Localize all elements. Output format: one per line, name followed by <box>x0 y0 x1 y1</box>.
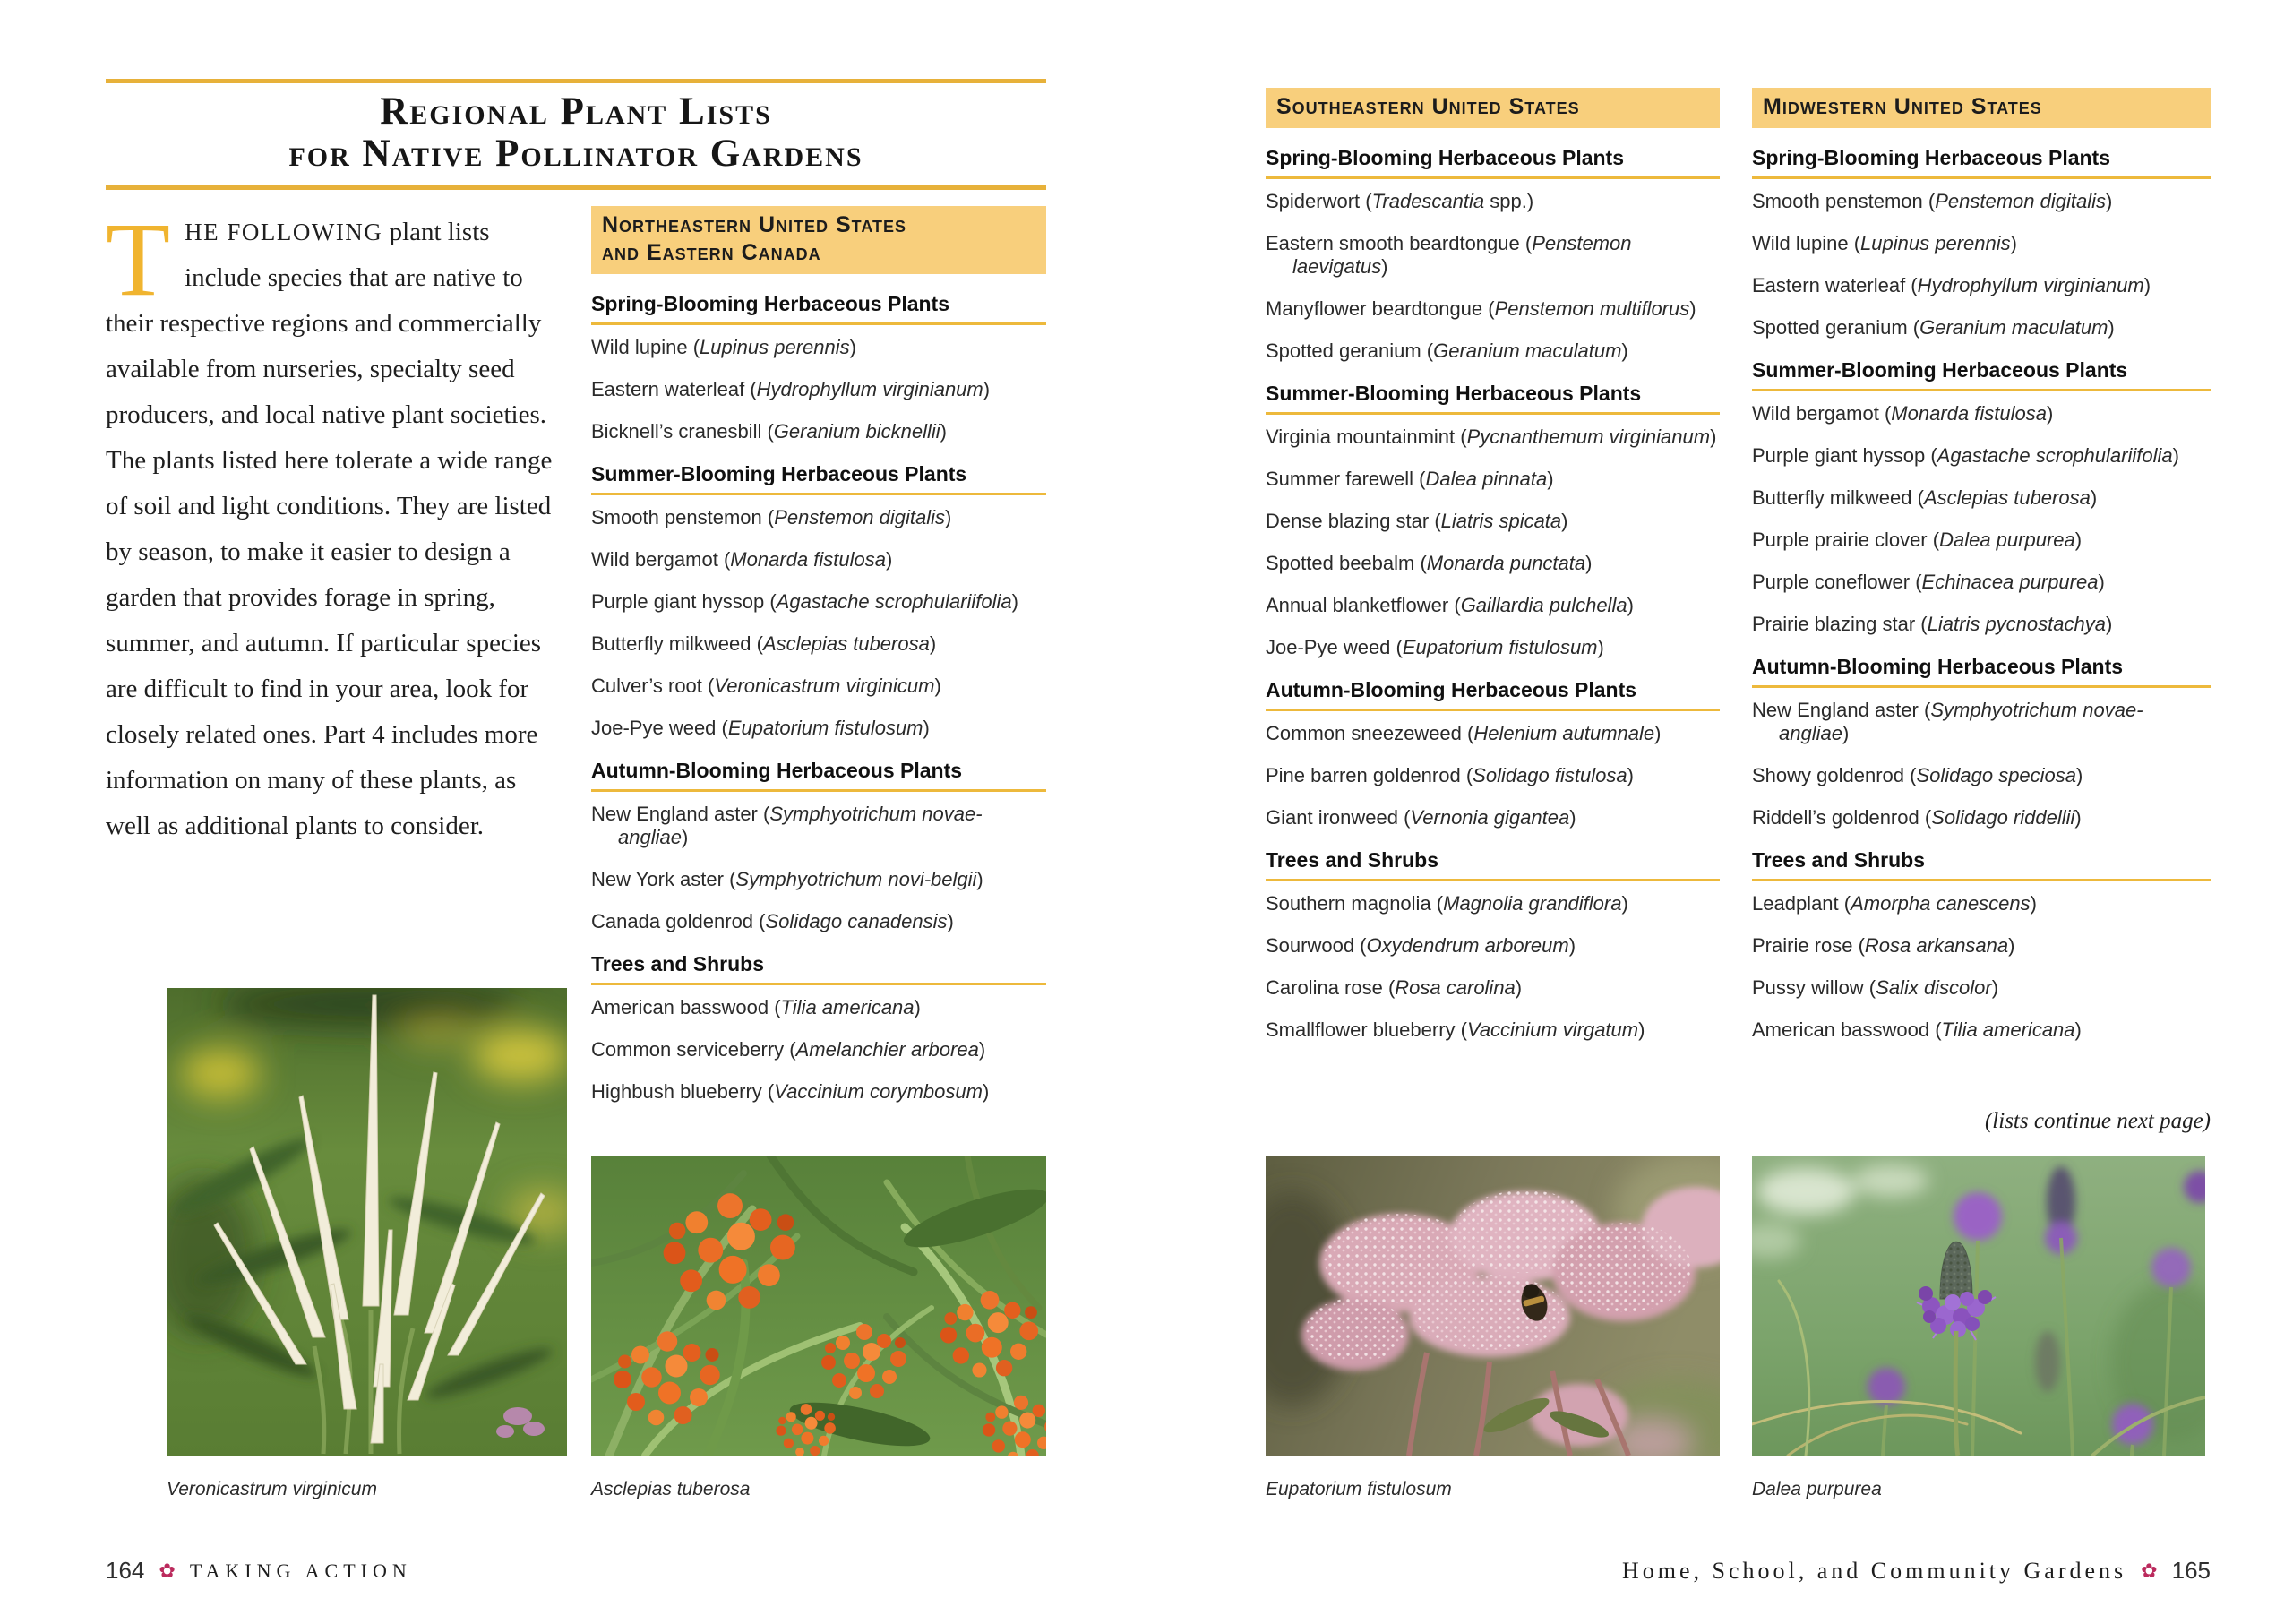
asclepias-photo-art <box>591 1156 1046 1456</box>
dropcap-letter: T <box>106 201 171 318</box>
plant-item: Butterfly milkweed (Asclepias tuberosa) <box>1752 486 2098 509</box>
plant-item: Purple prairie clover (Dalea purpurea) <box>1752 528 2083 551</box>
plant-item: Prairie rose (Rosa arkansana) <box>1752 934 2015 957</box>
plant-item: Dense blazing star (Liatris spicata) <box>1266 510 1568 532</box>
photo-eupatorium <box>1266 1156 1720 1500</box>
region-header: Midwestern United States <box>1752 88 2211 128</box>
plant-item: Common serviceberry (Amelanchier arborea) <box>591 1038 986 1061</box>
region-header: Northeastern United States and Eastern Canada <box>591 206 1046 274</box>
photo-asclepias <box>591 1156 1046 1500</box>
plant-item: Spotted geranium (Geranium maculatum) <box>1266 339 1628 362</box>
section-heading: Autumn-Blooming Herbaceous Plants <box>1752 655 2211 688</box>
plant-item: Smallflower blueberry (Vaccinium virgatum) <box>1266 1018 1645 1041</box>
section-heading: Spring-Blooming Herbaceous Plants <box>1266 146 1720 179</box>
plant-item: American basswood (Tilia americana) <box>1752 1018 2082 1041</box>
section-heading: Autumn-Blooming Herbaceous Plants <box>1266 678 1720 711</box>
region-column-midwestern <box>1752 88 2211 1061</box>
plant-item: Purple giant hyssop (Agastache scrophulariifolia) <box>1752 444 2179 467</box>
plant-item: Wild lupine (Lupinus perennis) <box>591 336 856 358</box>
section-heading: Autumn-Blooming Herbaceous Plants <box>591 759 1046 792</box>
photo-caption: Veronicastrum virginicum <box>167 1479 377 1499</box>
chapter-title <box>106 83 1046 185</box>
title-line-1: Regional Plant Lists <box>380 90 772 133</box>
plant-item: Wild bergamot (Monarda fistulosa) <box>591 548 893 571</box>
plant-item: Purple coneflower (Echinacea purpurea) <box>1752 571 2105 593</box>
plant-item: Annual blanketflower (Gaillardia pulchella) <box>1266 594 1634 616</box>
plant-item: Carolina rose (Rosa carolina) <box>1266 976 1523 999</box>
running-head-right: Home, School, and Community Gardens <box>1621 1557 2127 1584</box>
footer-right <box>1622 1557 2211 1585</box>
title-rule-bottom <box>106 185 1046 190</box>
photo-caption: Dalea purpurea <box>1752 1479 1882 1499</box>
section-heading: Spring-Blooming Herbaceous Plants <box>1752 146 2211 179</box>
plant-item: Common sneezeweed (Helenium autumnale) <box>1266 722 1662 744</box>
intro-lead-caps: HE FOLLOWING <box>185 219 383 245</box>
running-head-left: TAKING ACTION <box>189 1559 412 1582</box>
section-heading: Summer-Blooming Herbaceous Plants <box>591 462 1046 495</box>
intro-paragraph <box>106 201 566 849</box>
plant-item: Pine barren goldenrod (Solidago fistulosa) <box>1266 764 1634 786</box>
title-line-2: for Native Pollinator Gardens <box>288 133 863 175</box>
footer-left <box>106 1557 412 1585</box>
photo-veronicastrum <box>167 988 567 1500</box>
plant-item: Purple giant hyssop (Agastache scrophulariifolia) <box>591 590 1018 613</box>
plant-item: Joe-Pye weed (Eupatorium fistulosum) <box>591 717 930 739</box>
plant-item: Virginia mountainmint (Pycnanthemum virginianum) <box>1266 425 1717 448</box>
plant-item: Spotted geranium (Geranium maculatum) <box>1752 316 2115 339</box>
plant-item: Summer farewell (Dalea pinnata) <box>1266 468 1554 490</box>
plant-item: Joe-Pye weed (Eupatorium fistulosum) <box>1266 636 1604 658</box>
lists-continue-note: (lists continue next page) <box>1984 1109 2211 1133</box>
plant-item: Pussy willow (Salix discolor) <box>1752 976 1999 999</box>
flower-icon: ✿ <box>159 1559 176 1582</box>
flower-icon: ✿ <box>2141 1559 2158 1582</box>
veronicastrum-photo-art <box>167 988 567 1456</box>
plant-item: Smooth penstemon (Penstemon digitalis) <box>591 506 952 528</box>
page-number-left: 164 <box>106 1557 145 1584</box>
section-heading: Spring-Blooming Herbaceous Plants <box>591 292 1046 325</box>
section-heading: Trees and Shrubs <box>591 952 1046 985</box>
plant-item: Giant ironweed (Vernonia gigantea) <box>1266 806 1576 829</box>
plant-item: Leadplant (Amorpha canescens) <box>1752 892 2037 915</box>
page-number-right: 165 <box>2171 1557 2211 1584</box>
photo-caption: Asclepias tuberosa <box>591 1479 751 1499</box>
region-column-northeastern <box>591 206 1046 1122</box>
plant-item: New York aster (Symphyotrichum novi-belgii) <box>591 868 983 890</box>
plant-item: Canada goldenrod (Solidago canadensis) <box>591 910 954 932</box>
region-column-southeastern <box>1266 88 1720 1061</box>
plant-item: Southern magnolia (Magnolia grandiflora) <box>1266 892 1628 915</box>
section-heading: Trees and Shrubs <box>1266 848 1720 881</box>
plant-item: Highbush blueberry (Vaccinium corymbosum) <box>591 1080 990 1103</box>
section-heading: Summer-Blooming Herbaceous Plants <box>1266 382 1720 415</box>
plant-item: Riddell’s goldenrod (Solidago riddellii) <box>1752 806 2082 829</box>
eupatorium-photo-art <box>1266 1156 1720 1456</box>
region-header: Southeastern United States <box>1266 88 1720 128</box>
plant-item: Sourwood (Oxydendrum arboreum) <box>1266 934 1576 957</box>
plant-item: Prairie blazing star (Liatris pycnostachya) <box>1752 613 2113 635</box>
plant-item: Eastern waterleaf (Hydrophyllum virginianum) <box>591 378 991 400</box>
photo-caption: Eupatorium fistulosum <box>1266 1479 1452 1499</box>
plant-item: Showy goldenrod (Solidago speciosa) <box>1752 764 2083 786</box>
plant-item: New England aster (Symphyotrichum novae-angliae) <box>591 803 983 848</box>
plant-item: Butterfly milkweed (Asclepias tuberosa) <box>591 632 937 655</box>
plant-item: Eastern waterleaf (Hydrophyllum virginianum) <box>1752 274 2151 296</box>
section-heading: Summer-Blooming Herbaceous Plants <box>1752 358 2211 391</box>
section-heading: Trees and Shrubs <box>1752 848 2211 881</box>
plant-item: Wild lupine (Lupinus perennis) <box>1752 232 2017 254</box>
intro-body-text: plant lists include species that are native to their respective regions and commercially available from nurseries, specialty seed producers, and local native plant societies. The plants listed here tolerate a wide range of soil and light conditions. They are listed by season, to make it easier to design a garden that provides forage in spring, summer, and autumn. If particular species are difficult to find in your area, look for closely related ones. Part 4 includes more information on many of these plants, as well as additional plants to consider. <box>106 218 553 840</box>
dalea-photo-art <box>1752 1156 2205 1456</box>
plant-item: Manyflower beardtongue (Penstemon multiflorus) <box>1266 297 1696 320</box>
plant-item: New England aster (Symphyotrichum novae-angliae) <box>1752 699 2143 744</box>
plant-item: Culver’s root (Veronicastrum virginicum) <box>591 675 941 697</box>
chapter-title-block <box>106 79 1046 190</box>
plant-item: American basswood (Tilia americana) <box>591 996 921 1018</box>
plant-item: Wild bergamot (Monarda fistulosa) <box>1752 402 2054 425</box>
plant-item: Smooth penstemon (Penstemon digitalis) <box>1752 190 2113 212</box>
plant-item: Spotted beebalm (Monarda punctata) <box>1266 552 1593 574</box>
plant-item: Eastern smooth beardtongue (Penstemon laevigatus) <box>1266 232 1632 278</box>
photo-dalea <box>1752 1156 2205 1500</box>
plant-item: Spiderwort (Tradescantia spp.) <box>1266 190 1534 212</box>
plant-item: Bicknell’s cranesbill (Geranium bicknellii) <box>591 420 947 443</box>
